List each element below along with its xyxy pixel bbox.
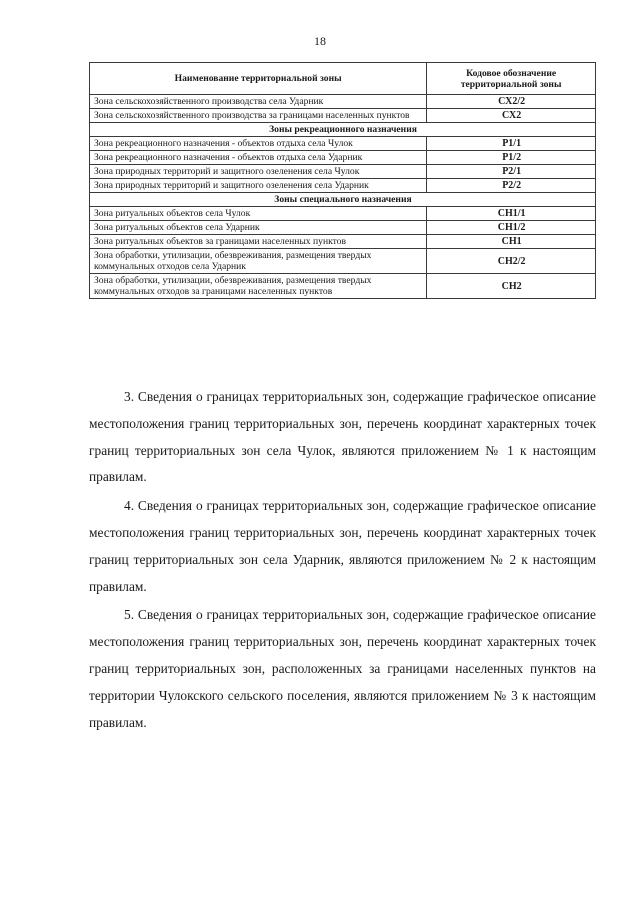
- zone-name-cell: Зона сельскохозяйственного производства за границами населенных пунктов: [90, 109, 427, 123]
- zone-code-cell: СН2: [427, 274, 596, 299]
- zone-name-cell: Зона обработки, утилизации, обезвреживания, размещения твердых коммунальных отходов за границами населенных пунктов: [90, 274, 427, 299]
- zone-name-cell: Зона ритуальных объектов села Чулок: [90, 207, 427, 221]
- table-row: [90, 274, 596, 299]
- zone-code-cell: Р2/1: [427, 165, 596, 179]
- zone-name-cell: Зона природных территорий и защитного озеленения села Ударник: [90, 179, 427, 193]
- table-row: [90, 221, 596, 235]
- zone-name-cell: Зона ритуальных объектов села Ударник: [90, 221, 427, 235]
- paragraph-4: 4. Сведения о границах территориальных зон, содержащие графическое описание местоположения границ территориальных зон, перечень координат характерных точек границ территориальных зон села Ударник, являются приложением № 2 к настоящим правилам.: [89, 498, 596, 594]
- zone-code-cell: СН1/2: [427, 221, 596, 235]
- territorial-zones-table: [89, 62, 596, 299]
- table-row: [90, 179, 596, 193]
- table-row: [90, 109, 596, 123]
- header-zone-name: Наименование территориальной зоны: [90, 63, 427, 95]
- zone-name-cell: Зона рекреационного назначения - объектов отдыха села Чулок: [90, 137, 427, 151]
- paragraph-3: 3. Сведения о границах территориальных зон, содержащие графическое описание местоположения границ территориальных зон, перечень координат характерных точек границ территориальных зон села Чулок, являются приложением № 1 к настоящим правилам.: [89, 389, 596, 485]
- section-row: [90, 193, 596, 207]
- section-heading-recreational: Зоны рекреационного назначения: [90, 123, 596, 137]
- zone-name-cell: Зона ритуальных объектов за границами населенных пунктов: [90, 235, 427, 249]
- zone-code-cell: СХ2/2: [427, 95, 596, 109]
- page-number: 18: [314, 34, 326, 48]
- table-row: [90, 207, 596, 221]
- zone-code-cell: СН2/2: [427, 249, 596, 274]
- zone-code-cell: Р2/2: [427, 179, 596, 193]
- zone-name-cell: Зона сельскохозяйственного производства села Ударник: [90, 95, 427, 109]
- zone-code-cell: СН1: [427, 235, 596, 249]
- table-row: [90, 165, 596, 179]
- zone-code-cell: Р1/1: [427, 137, 596, 151]
- zone-name-cell: Зона обработки, утилизации, обезвреживания, размещения твердых коммунальных отходов села Ударник: [90, 249, 427, 274]
- table-header-row: [90, 63, 596, 95]
- table-row: [90, 249, 596, 274]
- table-row: [90, 235, 596, 249]
- paragraph-5: 5. Сведения о границах территориальных зон, содержащие графическое описание местоположения границ территориальных зон, перечень координат характерных точек границ территориальных зон, расположенных за границами населенных пунктов на территории Чулокского сельского поселения, являются приложением № 3 к настоящим правилам.: [89, 607, 596, 730]
- table-row: [90, 137, 596, 151]
- table-row: [90, 151, 596, 165]
- zone-code-cell: СН1/1: [427, 207, 596, 221]
- zone-name-cell: Зона природных территорий и защитного озеленения села Чулок: [90, 165, 427, 179]
- zone-name-cell: Зона рекреационного назначения - объектов отдыха села Ударник: [90, 151, 427, 165]
- section-heading-special: Зоны специального назначения: [90, 193, 596, 207]
- section-row: [90, 123, 596, 137]
- table-row: [90, 95, 596, 109]
- header-zone-code: Кодовое обозначение территориальной зоны: [427, 63, 596, 95]
- zone-code-cell: Р1/2: [427, 151, 596, 165]
- zone-code-cell: СХ2: [427, 109, 596, 123]
- body-text: [89, 384, 596, 738]
